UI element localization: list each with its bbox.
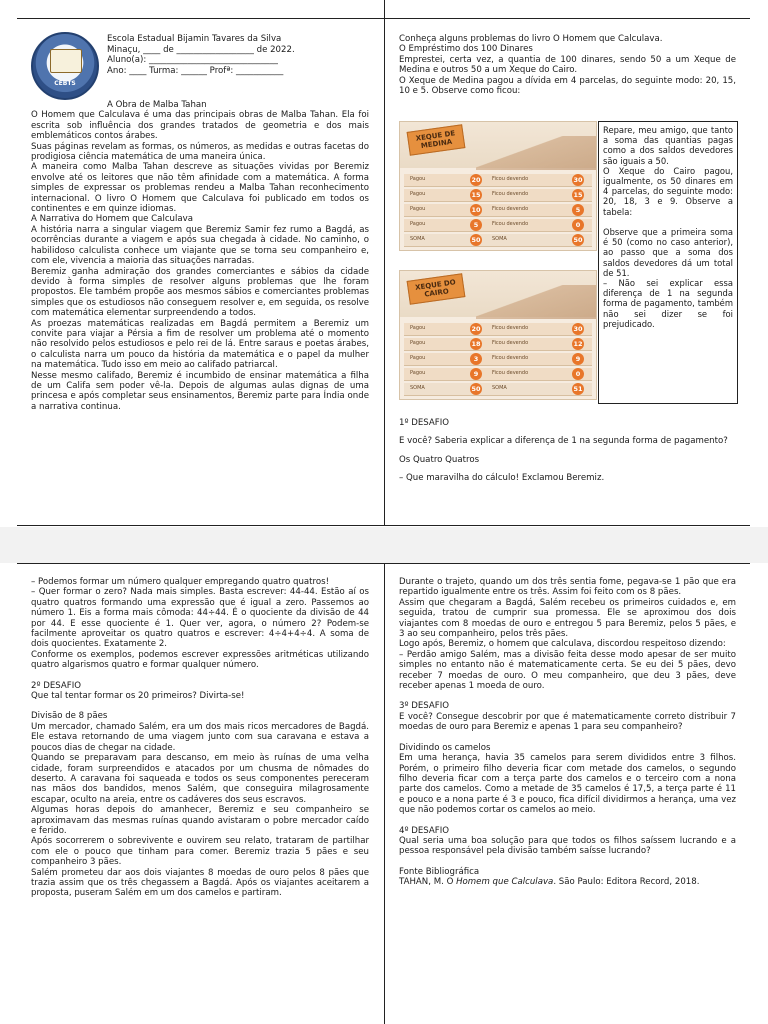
school-name: Escola Estadual Bijamin Tavares da Silva <box>107 34 282 44</box>
table-row <box>404 368 592 381</box>
section-title: Divisão de 8 pães <box>31 711 108 722</box>
desafio-title: 2º DESAFIO <box>31 680 82 691</box>
paragraph: O Xeque de Medina pagou a dívida em 4 parcelas, do seguinte modo: 20, 15, 10 e 5. Observe como ficou: <box>399 75 736 97</box>
class-line: Ano: ____ Turma: ______ Profª: ___________ <box>107 65 284 76</box>
mountain-art <box>476 136 596 170</box>
student-line: Aluno(a): ______________________________ <box>107 55 278 66</box>
table-medina <box>399 121 597 251</box>
paragraph: Após socorrerem o sobrevivente e ouvirem seu relato, trataram de partilhar com ele o pouco que tinham para comer. Beremiz trazia 5 pães e seu companheiro 3 pães. <box>31 836 369 868</box>
paragraph: Nesse mesmo califado, Beremiz é incumbido de ensinar matemática a filha de um Califa sem poder vê-la. Depois de algumas aulas dignas de uma princesa e após completar seus ensinamentos, Beremiz parte para Índia onde a narrativa continua. <box>31 370 369 412</box>
row-label: SOMA <box>410 385 425 391</box>
desafio-text: E você? Consegue descobrir por que é matematicamente correto distribuir 7 moedas de ouro para Beremiz e apenas 1 para seu companheiro? <box>399 711 736 733</box>
row-label: Ficou devendo <box>492 325 529 331</box>
row-label: Pagou <box>410 370 426 376</box>
section-title: Os Quatro Quatros <box>399 454 480 465</box>
row-label: Ficou devendo <box>492 221 529 227</box>
paragraph: Emprestei, certa vez, a quantia de 100 dinares, sendo 50 a um Xeque de Medina e outros 50 a um Xeque do Cairo. <box>399 54 736 76</box>
desafio-text: Que tal tentar formar os 20 primeiros? Divirta-se! <box>31 691 245 702</box>
paragraph: Um mercador, chamado Salém, era um dos mais ricos mercadores de Bagdá. Ele estava retornando de uma viagem junto com sua caravana e estava a poucos dias de chegar na cidade. <box>31 721 369 753</box>
page-2-divider <box>384 563 385 1024</box>
left-bottom-column <box>31 577 369 899</box>
section-title: Dividindo os camelos <box>399 742 491 753</box>
row-label: Ficou devendo <box>492 176 529 182</box>
owed-value: 15 <box>573 191 583 199</box>
reference-text <box>399 877 736 887</box>
paid-value: 18 <box>471 340 481 348</box>
table-row <box>404 338 592 351</box>
table-sum-row <box>404 234 592 247</box>
owed-value: 12 <box>573 340 583 348</box>
section-title: A Obra de Malba Tahan <box>107 100 207 110</box>
reference-author: TAHAN, M. O <box>399 877 457 888</box>
paragraph: Durante o trajeto, quando um dos três sentia fome, pegava-se 1 pão que era repartido igualmente entre os três. Assim foi feito com os 8 pães. <box>399 577 736 598</box>
desafio-title: 3º DESAFIO <box>399 701 450 712</box>
paragraph: – Perdão amigo Salém, mas a divisão feita desse modo apesar de ser muito simples no entanto não é matematicamente certa. Se eu dei 5 pães, devo receber 7 moedas de ouro. O meu companheiro, que deu 3 pães, deve receber apenas 1 moeda de ouro. <box>399 649 736 692</box>
table-cairo <box>399 270 597 400</box>
right-top-intro <box>399 34 736 96</box>
paragraph: – Quer formar o zero? Nada mais simples. Basta escrever: 44-44. Estão aí os quatro quatros formando uma expressão que é igual a zero. Passemos ao número 1. Eis a forma mais cômoda: 44÷44. É o quociente da divisão de 44 por 44. E esse quociente é 1. Quer ver, agora, o número 2? Podem-se facilmente aproveitar os quatro quatros e escrever: 4÷4+4÷4. A soma de dois quocientes. Exatamente 2. <box>31 587 369 650</box>
left-top-column <box>31 100 369 412</box>
paragraph: O Homem que Calculava é uma das principais obras de Malba Tahan. Ela foi escrita sob influência dos grandes tratados de geometria e dos mais emblemáticos contos árabes. <box>31 110 369 142</box>
right-bottom-column <box>399 577 736 888</box>
table-row <box>404 174 592 187</box>
owed-value: 9 <box>572 353 584 365</box>
owed-value: 5 <box>572 204 584 216</box>
owed-value: 30 <box>573 176 583 184</box>
table-row <box>404 219 592 232</box>
owed-value: 50 <box>573 236 583 244</box>
paid-value: 20 <box>471 325 481 333</box>
date-line: Minaçu, ____ de __________________ de 2022. <box>107 44 295 55</box>
table-sign: XEQUE DO CAIRO <box>407 273 466 305</box>
paragraph: Conheça alguns problemas do livro O Homem que Calculava. <box>399 34 663 44</box>
owed-value: 0 <box>572 219 584 231</box>
row-label: Ficou devendo <box>492 206 529 212</box>
paid-value: 15 <box>471 191 481 199</box>
desafio-title: 1º DESAFIO <box>399 418 450 428</box>
row-label: Pagou <box>410 340 426 346</box>
paragraph: Logo após, Beremiz, o homem que calculava, discordou respeitoso dizendo: <box>399 639 726 650</box>
header-block <box>107 34 367 76</box>
paragraph: A maneira como Malba Tahan descreve as situações vividas por Beremiz envolve até os leitores que não têm afinidade com a matemática. A forma simples de expressar os problemas rendeu a Malba Tahan reconhecimento internacional. O livro O Homem que Calculava foi publicado em todos os continentes e em quinze idiomas. <box>31 162 369 215</box>
reference-publisher: . São Paulo: Editora Record, 2018. <box>553 877 700 888</box>
paragraph: Quando se preparavam para descanso, em meio às ruínas de uma velha cidade, foram surpreendidos e atacados por um chusma de nômades do deserto. A caravana foi saqueada e todos os seus componentes pereceram nas mãos dos bandidos, menos Salém, que conseguira milagrosamente escapar, oculto na areia, entre os cadáveres dos seus escravos. <box>31 753 369 805</box>
table-row <box>404 353 592 366</box>
row-label: Ficou devendo <box>492 191 529 197</box>
paid-value: 50 <box>471 385 481 393</box>
page-gap <box>0 527 768 563</box>
mountain-art <box>476 285 596 319</box>
paid-value: 20 <box>471 176 481 184</box>
desafio-text: E você? Saberia explicar a diferença de 1 na segunda forma de pagamento? <box>399 436 728 447</box>
row-label: Pagou <box>410 355 426 361</box>
paragraph: Assim que chegaram a Bagdá, Salém recebeu os primeiros cuidados e, em seguida, tratou de cumprir sua promessa. Ele se aproximou dos dois viajantes com 8 moedas de ouro e entregou 5 para Beremiz, pelos 5 pães, e 3 ao seu companheiro, pelos três pães. <box>399 597 736 640</box>
problem-title: O Empréstimo dos 100 Dinares <box>399 44 533 55</box>
note-text: Repare, meu amigo, que tanto a soma das quantias pagas como a dos saldos devedores são iguais a 50. O Xeque do Cairo pagou, igualmente, os 50 dinares em 4 parcelas, do seguinte modo: 20, 18, 3 e 9. Observe a tabela: Observe que a primeira soma é 50 (como no caso anterior), ao passo que a soma dos saldos devedores dá um total de 51. – Não sei explicar essa diferença de 1 na segunda forma de pagamento, também não sei dizer se foi prejudicado. <box>603 125 733 329</box>
right-top-lower <box>399 418 736 484</box>
row-label: SOMA <box>492 385 507 391</box>
row-label: Ficou devendo <box>492 355 529 361</box>
row-label: Pagou <box>410 191 426 197</box>
row-label: Pagou <box>410 325 426 331</box>
desafio-text: Qual seria uma boa solução para que todos os filhos saíssem lucrando e a pessoa responsável pela divisão também saísse lucrando? <box>399 835 736 857</box>
table-row <box>404 323 592 336</box>
paragraph: Conforme os exemplos, podemos escrever expressões aritméticas utilizando quatro algarismos quatro e formar qualquer número. <box>31 649 369 671</box>
paragraph: Salém prometeu dar aos dois viajantes 8 moedas de ouro pelos 8 pães que trazia assim que os três chegassem a Bagdá. Após os viajantes aceitarem a proposta, puseram Salém em um dos camelos e partiram. <box>31 867 369 899</box>
paid-value: 50 <box>471 236 481 244</box>
row-label: Ficou devendo <box>492 370 529 376</box>
paragraph: Beremiz ganha admiração dos grandes comerciantes e sábios da cidade devido à forma simples de resolver alguns problemas que lhe foram propostos. Ele também propõe aos mesmos sábios e comerciantes problemas simples que os estudiosos não conseguem resolver e, em seguida, os resolve com matemática elementar surpreendendo a todos. <box>31 266 369 319</box>
owed-value: 30 <box>573 325 583 333</box>
logo-text: CEBTS <box>54 80 76 87</box>
row-label: Ficou devendo <box>492 340 529 346</box>
paragraph: Suas páginas revelam as formas, os números, as medidas e outras facetas do prodigiosa ciência matemática de uma maneira única. <box>31 141 369 163</box>
school-logo <box>31 32 99 100</box>
owed-value: 0 <box>572 368 584 380</box>
paragraph: – Que maravilha do cálculo! Exclamou Beremiz. <box>399 473 605 484</box>
row-label: Pagou <box>410 221 426 227</box>
paid-value: 10 <box>471 206 481 214</box>
row-label: Pagou <box>410 176 426 182</box>
table-row <box>404 189 592 202</box>
section-subtitle: A Narrativa do Homem que Calculava <box>31 214 194 225</box>
book-icon <box>50 49 82 73</box>
row-label: Pagou <box>410 206 426 212</box>
table-sum-row <box>404 383 592 396</box>
owed-value: 51 <box>573 385 583 393</box>
paragraph: Em uma herança, havia 35 camelos para serem divididos entre 3 filhos. Porém, o primeiro filho deveria ficar com metade dos camelos, o segundo filho deveria ficar com a terça parte dos camelos e o terceiro com a nona parte dos camelos. Como a metade de 35 camelos é 17,5, a terça parte é 11 e pouco e a nona parte é 3 e pouco, fica difícil dividirmos a herança, uma vez que não podemos cortar os camelos ao meio. <box>399 753 736 816</box>
page-1-divider <box>384 0 385 526</box>
row-label: SOMA <box>492 236 507 242</box>
paid-value: 9 <box>470 368 482 380</box>
table-sign: XEQUE DE MEDINA <box>407 124 466 156</box>
paragraph: Algumas horas depois do amanhecer, Beremiz e seu companheiro se aproximavam das mesmas ruínas quando avistaram o pobre mercador caído e ferido. <box>31 805 369 836</box>
paragraph: As proezas matemáticas realizadas em Bagdá permitem a Beremiz um convite para viajar a Pérsia a fim de resolver um problema até o momento não resolvido pelos estudiosos e pelo rei de lá. Entre saraus e poetas árabes, o calculista narra um pouco da história da matemática e o papel da mulher na matemática. Tudo isso em meio ao califado patriarcal. <box>31 318 369 371</box>
table-row <box>404 204 592 217</box>
paragraph: – Podemos formar um número qualquer empregando quatro quatros! <box>31 577 330 587</box>
row-label: SOMA <box>410 236 425 242</box>
paragraph: A história narra a singular viagem que Beremiz Samir fez rumo a Bagdá, as ocorrências durante a viagem e após sua chegada à cidade. No caminho, o habilidoso calculista conhece um viajante que se torna seu companheiro e, com ele, vivencia a maioria das situações narradas. <box>31 224 369 267</box>
paid-value: 3 <box>470 353 482 365</box>
note-box <box>598 121 738 404</box>
reference-book: Homem que Calculava <box>456 877 554 888</box>
paid-value: 5 <box>470 219 482 231</box>
reference-title: Fonte Bibliográfica <box>399 866 480 877</box>
desafio-title: 4º DESAFIO <box>399 825 450 836</box>
